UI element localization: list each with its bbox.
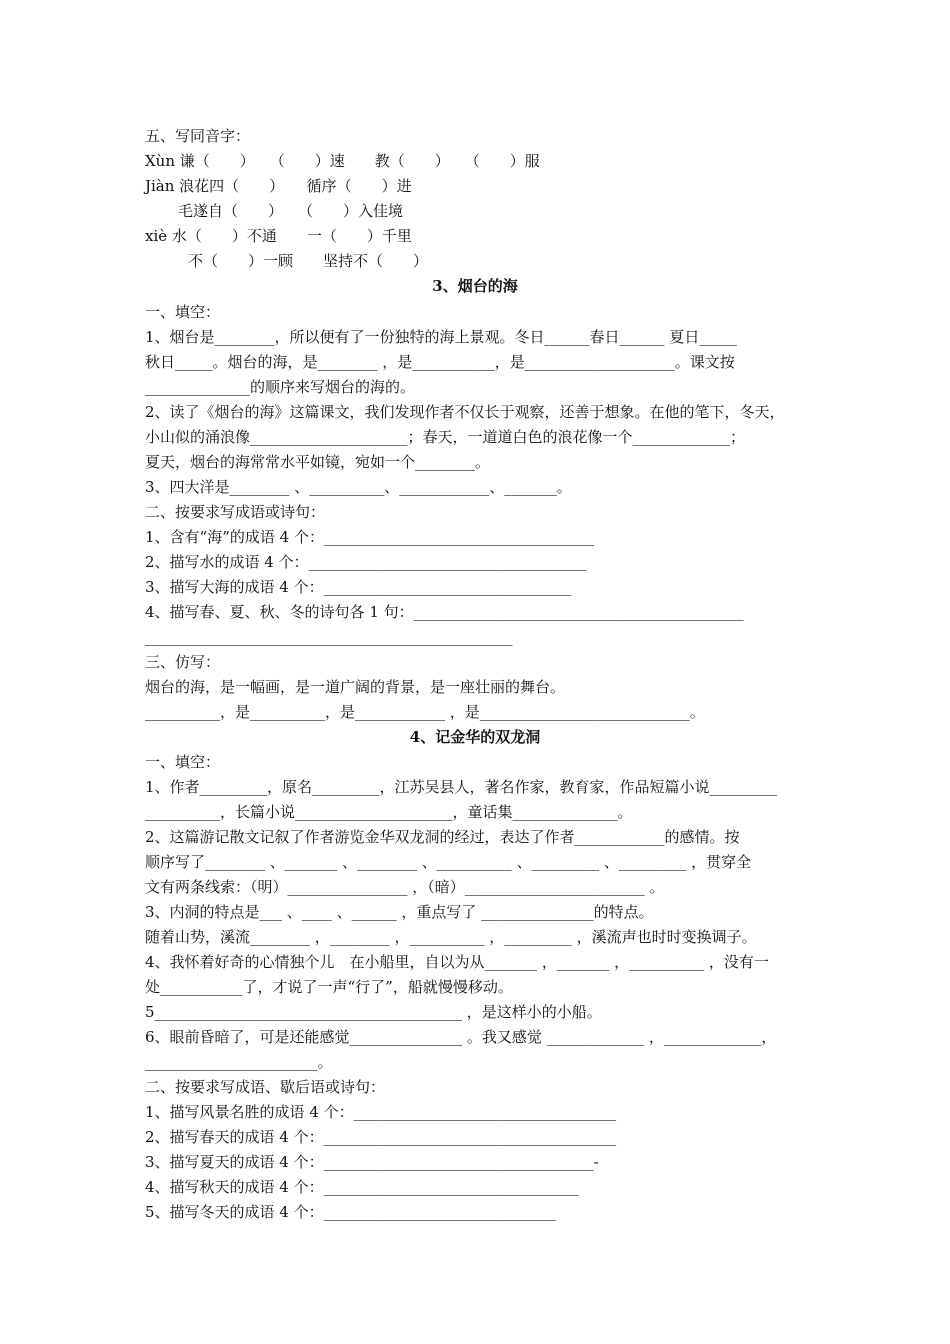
question-line: 1、含有“海”的成语 4 个：____________________________________ [145,528,594,546]
question-line: 2、描写春天的成语 4 个：_______________________________________ [145,1128,617,1146]
homophone-row: xiè 水（ ）不通 一（ ）千里 [145,227,412,245]
question-line: 2、这篇游记散文记叙了作者游览金华双龙洞的经过，表达了作者____________的感情。按 [145,828,740,846]
question-line: 小山似的涌浪像_____________________；春天，一道道白色的浪花像一个_____________； [145,428,746,446]
section-heading: 一、填空： [145,753,221,771]
section-heading: 三、仿写： [145,653,221,671]
answer-blank-line: _______________________。 [145,1053,333,1071]
question-line: 秋日_____。烟台的海，是________ ，是___________，是____________________。课文按 [145,353,735,371]
question-line: __________，是__________，是____________ ，是____________________________。 [145,703,705,721]
question-line: 1、描写风景名胜的成语 4 个：___________________________________ [145,1103,617,1121]
question-line: 3、四大洋是________ 、__________、____________、_______。 [145,478,572,496]
question-line: 6、眼前昏暗了，可是还能感觉_______________ 。我又感觉 _____________ ，_____________， [145,1028,777,1046]
example-sentence: 烟台的海，是一幅画，是一道广阔的背景，是一座壮丽的舞台。 [145,678,566,696]
question-line: 4、描写秋天的成语 4 个：__________________________________ [145,1178,579,1196]
homophone-row: 毛遂自（ ） （ ）入佳境 [178,202,404,220]
section-heading: 一、填空： [145,303,221,321]
answer-blank-line: _________________________________________________ [145,628,513,646]
lesson-title: 4、记金华的双龙洞 [409,728,541,746]
homophone-row: Xùn 谦（ ） （ ）速 教（ ） （ ）服 [145,152,540,170]
question-line: 顺序写了________ 、_______ 、________ 、__________ 、_________ 、_________ ，贯穿全 [145,853,752,871]
question-line: 1、作者_________，原名_________，江苏吴县人，著名作家，教育家，作品短篇小说_________ [145,778,778,796]
question-line: 3、描写夏天的成语 4 个：____________________________________- [145,1153,599,1171]
question-line: 文有两条线索：（明）________________ ，（暗）________________________ 。 [145,878,665,896]
lesson-title: 3、烟台的海 [432,277,518,295]
question-line: 5_________________________________________ ，是这样小的小船。 [145,1003,602,1021]
question-line: 3、内洞的特点是___ 、____ 、______ ，重点写了 _______________的特点。 [145,903,654,921]
section-heading: 二、按要求写成语或诗句： [145,503,326,521]
question-line: 随着山势，溪流________ ，________ ，__________ ，_________ ，溪流声也时时变换调子。 [145,928,757,946]
homophone-row: Jiàn 浪花四（ ） 循序（ ）进 [145,177,412,195]
homophone-row: 不（ ）一顾 坚持不（ ） [188,252,429,270]
section-heading: 二、按要求写成语、歇后语或诗句： [145,1078,386,1096]
section-heading: 五、写同音字： [145,127,251,145]
question-line: __________，长篇小说_____________________，童话集______________。 [145,803,633,821]
question-line: 处___________了，才说了一声“行了”，船就慢慢移动。 [145,978,513,996]
question-line: 1、烟台是________，所以便有了一份独特的海上景观。冬日______春日______ 夏日_____ [145,328,737,346]
question-line: 2、描写水的成语 4 个：_____________________________________ [145,553,587,571]
question-line: 2、读了《烟台的海》这篇课文，我们发现作者不仅长于观察，还善于想象。在他的笔下，冬天， [145,403,785,421]
question-line: 4、我怀着好奇的心情独个儿 在小船里，自以为从_______ ，_______ ，__________ ，没有一 [145,953,769,971]
question-line: 夏天，烟台的海常常水平如镜，宛如一个________。 [145,453,491,471]
question-line: ______________的顺序来写烟台的海的。 [145,378,416,396]
question-line: 5、描写冬天的成语 4 个：_______________________________ [145,1203,557,1221]
question-line: 4、描写春、夏、秋、冬的诗句各 1 句：____________________________________________ [145,603,744,621]
question-line: 3、描写大海的成语 4 个：_________________________________ [145,578,572,596]
